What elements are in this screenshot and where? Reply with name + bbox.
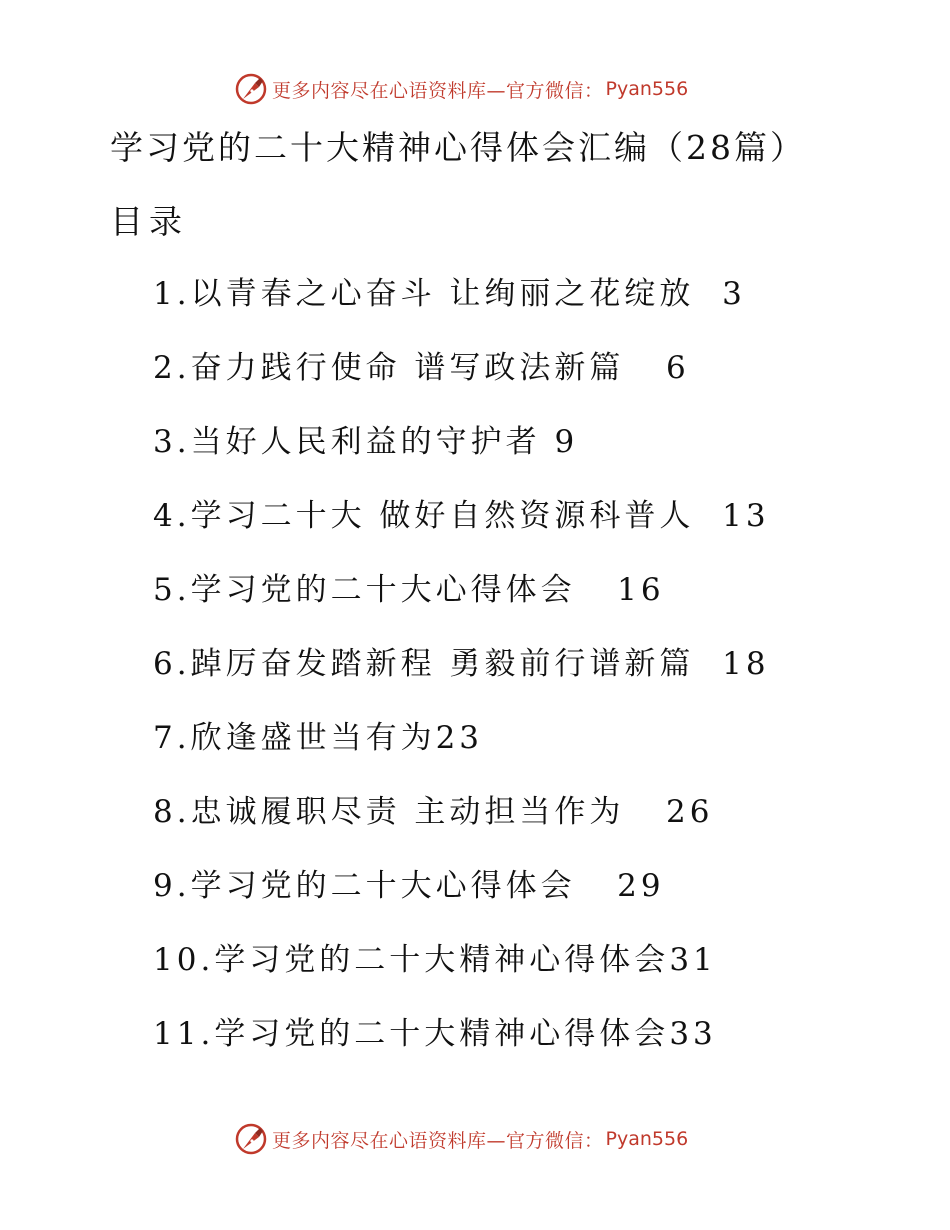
toc-entry[interactable] [153,1010,770,1084]
toc-entry-title: 学习党的二十大心得体会 [190,868,576,904]
toc-entry-number: 5. [153,572,191,608]
pen-nib-logo-icon [234,1122,268,1156]
toc-entry-title: 忠诚履职尽责 主动担当作为 [190,794,625,830]
toc-entry-gap [576,572,618,608]
toc-entry-gap [624,794,666,830]
toc-entry-title: 学习党的二十大精神心得体会 [214,942,670,978]
toc-entry-page: 6 [666,350,690,386]
toc-entry-title: 欣逢盛世当有为 [190,720,436,756]
toc-entry[interactable] [153,566,770,640]
toc-entry-page: 31 [669,942,717,978]
watermark-wechat-id: Pyan556 [605,78,689,100]
toc-entry-title: 以青春之心奋斗 让绚丽之花绽放 [190,276,695,312]
watermark-wechat-id: Pyan556 [605,1128,689,1150]
toc-entry-number: 9. [153,868,191,904]
toc-entry[interactable] [153,788,770,862]
toc-entry-gap [541,424,555,460]
toc-entry-title: 踔厉奋发踏新程 勇毅前行谱新篇 [190,646,695,682]
toc-entry-number: 6. [153,646,191,682]
toc-entry-title: 学习党的二十大心得体会 [190,572,576,608]
toc-heading: 目录 [110,202,188,241]
toc-entry-page: 23 [435,720,484,756]
toc-entry-title: 学习二十大 做好自然资源科普人 [190,498,695,534]
toc-entry[interactable] [153,418,770,492]
toc-entry-number: 3. [153,424,191,460]
toc-entry[interactable] [153,640,770,714]
toc-entry-number: 4. [153,498,191,534]
pen-nib-logo-icon [234,72,268,106]
toc-entry-gap [694,276,722,312]
toc-entry-page: 3 [722,276,746,312]
toc-entry-page: 26 [666,794,714,830]
toc-entry-page: 13 [722,498,770,534]
toc-entry-title: 奋力践行使命 谱写政法新篇 [190,350,625,386]
document-title: 学习党的二十大精神心得体会汇编（28篇） [110,128,806,167]
toc-entry-gap [624,350,666,386]
watermark-header [234,72,688,106]
toc-entry[interactable] [153,714,770,788]
toc-entry-gap [694,646,722,682]
table-of-contents [153,270,770,1084]
toc-entry-page: 16 [617,572,665,608]
toc-entry-number: 1. [153,276,191,312]
toc-entry[interactable] [153,936,770,1010]
watermark-footer [234,1122,688,1156]
toc-entry-number: 7. [153,720,191,756]
toc-entry-gap [576,868,618,904]
toc-entry[interactable] [153,344,770,418]
watermark-text: 更多内容尽在心语资料库—官方微信： [272,79,604,102]
watermark-text: 更多内容尽在心语资料库—官方微信： [272,1129,604,1152]
toc-entry-title: 当好人民利益的守护者 [190,424,541,460]
toc-entry-number: 11. [153,1016,215,1052]
toc-entry-number: 2. [153,350,191,386]
toc-entry-number: 10. [153,942,215,978]
toc-entry-page: 9 [554,424,579,460]
toc-entry-page: 33 [669,1016,717,1052]
toc-entry-page: 29 [617,868,665,904]
toc-entry-number: 8. [153,794,191,830]
toc-entry-title: 学习党的二十大精神心得体会 [214,1016,670,1052]
toc-entry[interactable] [153,270,770,344]
toc-entry-gap [694,498,722,534]
toc-entry[interactable] [153,492,770,566]
toc-entry-page: 18 [722,646,770,682]
toc-entry[interactable] [153,862,770,936]
